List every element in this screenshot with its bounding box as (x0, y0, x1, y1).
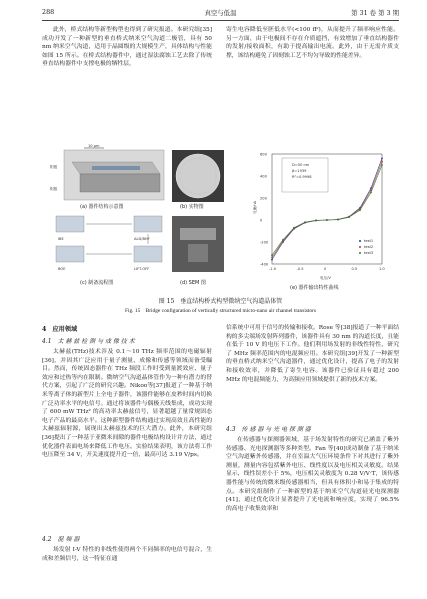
inset-beta: β=1939 (292, 169, 307, 173)
x-axis-label: 电压/V (320, 276, 331, 280)
figure-caption-zh: 图 15 垂直结构桥式构型微纳空气沟道晶体管 (158, 298, 283, 305)
chart-legend (359, 239, 373, 255)
left-body-paragraph-2: 场发射 I-V 特性的非线性使得两个不同频率的电信号混合，生成和差频信号，这一特征在通 (42, 547, 212, 562)
inset (282, 158, 328, 192)
section-4-title: 4 应用领域 (42, 326, 78, 333)
step-ibe: IBE (58, 237, 64, 241)
legend-label: test3 (364, 251, 374, 255)
page-number: 288 (42, 8, 55, 16)
x-tick-label: -1.0 (269, 267, 277, 271)
y-tick-label: 400 (260, 174, 267, 179)
data-point (381, 161, 383, 163)
data-point (359, 209, 361, 211)
legend-marker (359, 240, 361, 242)
left-body-column (42, 348, 212, 526)
volume-issue: 第 31 卷 第 3 期 (351, 9, 399, 17)
data-point (381, 164, 383, 166)
y-tick-label: 600 (260, 152, 267, 157)
data-point (315, 219, 317, 221)
top-left-paragraph: 此外，桥式结构等新型构型也得到了研究报道。本研究组[35]成功开发了一种新型的垂直桥式纳米空气沟道二极管，具有 50 nm 纳米空气沟道，适用于晶圆级的大规模生产，具体结构与性能如图 15 所示。在桥式结构器件中，通过湿法腐蚀工艺去除了传统垂直结构器件中支撑电极的牺牲层， (42, 27, 212, 68)
data-point (348, 216, 350, 218)
x-tick-label: -0.5 (296, 267, 304, 271)
y-tick-label: 200 (260, 196, 267, 201)
figure-15 (42, 144, 399, 294)
data-point (271, 259, 273, 261)
top-left-column (42, 26, 212, 69)
figure-caption-en: Fig. 15 Bridge configuration of vertically structured micro-nano air channel transistors (124, 308, 316, 314)
step-ald-bhf: ALD/BHF (134, 237, 150, 241)
scale-label: 10 μm (88, 144, 100, 148)
right-body-column (226, 324, 399, 384)
inset-r2: R²=0.9998 (292, 175, 312, 179)
header-rule (42, 20, 399, 21)
subsection-4-1-title: 4.1 太 赫 兹 检 测 与 成 像 技 术 (42, 338, 135, 345)
data-point (337, 219, 339, 221)
panel-c-caption: (c) 制备流程图 (80, 280, 114, 286)
legend-label: test2 (364, 245, 374, 249)
panel-e-caption: (e) 器件输出特性曲线 (290, 285, 339, 291)
top-right-column (226, 26, 399, 60)
panel-d-sem (172, 216, 224, 286)
panel-e-chart (252, 153, 385, 292)
subsection-4-3-title: 4.3 传 感 器 与 光 电 探 测 器 (226, 426, 311, 433)
right-body-paragraph-2: 在传感器与探测器领域，基于场发射特性的研究已涵盖了紫外传感器、光电探测器等多种类型。Fan 等[40]成功制备了基于纳米空气沟道紫外传感器，并在室温大气压环境条件下对其进行了紫外测量，测量内容包括紫外电压、线性度以及电压相关灵敏度。结果显示，线性误差小于 5%，电压相关灵敏度为 0.28 V/V·T，该传感器性能与传统的微米级传感器相当，但具有体积小和易于集成的特点。本研究组制作了一种新型的基于纳米空气沟道硅光电探测器[41]，通过优化设计显著提升了光电流和响应度，实现了 96.5% 的高电子收集效率和 (226, 437, 399, 512)
panel-b-photo (172, 150, 224, 210)
panel-c-process (56, 216, 162, 286)
data-point (271, 254, 273, 256)
subsection-4-2-title: 4.2 混 频 器 (42, 536, 80, 543)
legend-label: test1 (364, 239, 374, 243)
x-tick-label: 0 (324, 267, 327, 271)
step-boe: BOE (58, 267, 66, 271)
data-point (370, 192, 372, 194)
step-lift-off: LIFT-OFF (134, 267, 150, 271)
data-point (293, 227, 295, 229)
right-body-paragraph: 信系统中可用于信号的传输和接收。Rose 等[38]报道了一种平面结构的多尖端场发射阵列器件，该器件具有 30 nm 的沟道长度，且能在低于 10 V 的电压下工作。他们利用场发射的非线性特性，研究了 MHz 频率范围内的电混频应用。本研究组[39]开发了一种新型的垂直桥式纳米空气沟道器件，通过优化设计，提高了电子的发射和接收效率，并降低了寄生电容。该器件已验证具有超过 200 MHz 的电混频能力，为高频应用领域提供了新的技术方案。 (226, 325, 399, 383)
legend-marker (359, 252, 361, 254)
y-axis-label: 电流/nA (253, 200, 257, 214)
x-tick-label: 1.0 (379, 267, 385, 271)
panel-a-structure (50, 144, 164, 210)
anode-label: 阳极 (50, 165, 58, 169)
left-body-paragraph: 太赫兹(THz)技术涉及 0.1～10 THz 频率范围的电磁辐射[36]，并因其广泛应用于量子测量、成像和传感等领域而备受瞩目。然而，传统固态器件在 THz 频段工作时受到量渡效应、量子效应和过热等内在限制。微纳空气沟道晶体管作为一种有潜力的替代方案，引起了广泛的研究兴趣。Nikoo等[37]报道了一种基于纳米等离子体的新型片上全电子器件，该器件能够在皮秒时间内切换广泛功率水平的电信号。通过将该器件与偶极天线集成，成功实现了 600 mW THz² 的高功率太赫兹信号，显著超越了量常规固态电子产品的最高水平。这种新型器件结构通过实现高效且高性能的太赫兹辐射源，展现出太赫兹技术的巨大潜力。此外，本研究组[36]提出了一种基于亚微米间隙的器件电极结构设计并方法，通过优化器件表面电场来降低工作电压。实验结果表明，该方法将工作电压降至 34 V，开关速度提升近一倍，最高可达 3.19 V/ps。 (42, 349, 212, 459)
data-point (381, 158, 383, 160)
inset-gap: D=50 nm (292, 163, 310, 167)
x-tick-label: 0.5 (351, 267, 358, 271)
panel-a-caption: (a) 器件结构示意图 (80, 204, 124, 210)
cathode-label: 阴极 (50, 187, 58, 191)
data-point (326, 219, 328, 221)
data-point (304, 221, 306, 223)
data-point (282, 239, 284, 241)
panel-b-caption: (b) 实物图 (180, 204, 204, 210)
data-point (271, 257, 273, 259)
left-body-column-2 (42, 546, 212, 563)
y-tick-label: 0 (260, 218, 263, 223)
right-body-column-2 (226, 436, 399, 513)
legend-marker (359, 246, 361, 248)
top-right-paragraph: 寄生电容降低至胚低水平(<100 fF)，从而提升了频率响应性能。另一方面，由于电极间不存在介质遮挡，有效增加了垂直结构器件的发射/接收面积，有助于提高输出电流。此外，由于无需介质支撑，该结构避免了因刻蚀工艺不均匀导致的性能差异。 (226, 27, 399, 59)
page-header (42, 8, 399, 20)
y-tick-label: -200 (260, 240, 269, 245)
y-tick-label: -400 (260, 262, 269, 267)
journal-title: 真空与低温 (204, 9, 237, 17)
panel-d-caption: (d) SEM 图 (180, 280, 206, 286)
